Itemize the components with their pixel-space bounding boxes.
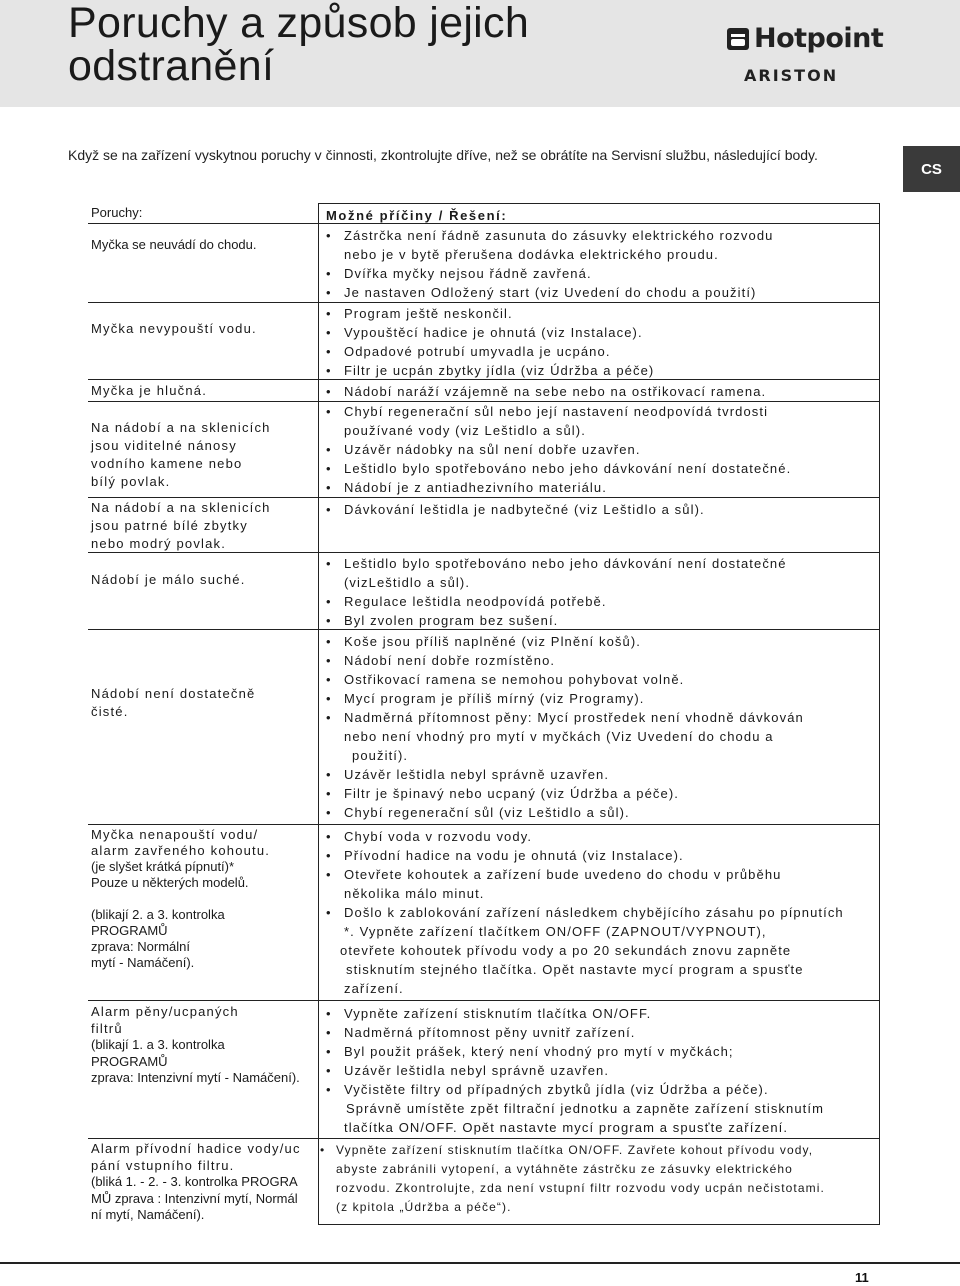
list-item: • Vypněte zařízení stisknutím tlačítka ON/OFF. Zavřete kohout přívodu vody, bbox=[318, 1141, 878, 1160]
problem-text: vodního kamene nebo bbox=[91, 456, 243, 471]
solution-list bbox=[324, 402, 876, 497]
problem-text: PROGRAMŮ bbox=[91, 1053, 168, 1069]
list-item: • Nádobí naráží vzájemně na sebe nebo na ostřikovací ramena. bbox=[324, 382, 876, 401]
problem-text: pání vstupního filtru. bbox=[91, 1157, 235, 1173]
problem-cell bbox=[91, 1141, 301, 1224]
list-item: • Nádobí není dobře rozmístěno. bbox=[324, 651, 876, 670]
problem-text: bílý povlak. bbox=[91, 474, 171, 489]
solution-list bbox=[324, 554, 876, 630]
problem-text: nebo modrý povlak. bbox=[91, 536, 227, 551]
solution-list bbox=[324, 226, 876, 302]
problem-cell bbox=[91, 236, 257, 253]
list-item: nebo není vhodný pro mytí v myčkách (Viz Uvedení do chodu a bbox=[344, 729, 774, 744]
list-item: (vizLeštidlo a sůl). bbox=[344, 575, 471, 590]
logo-subbrand: ARISTON bbox=[744, 66, 839, 85]
list-item: • Chybí voda v rozvodu vody. bbox=[324, 827, 876, 846]
list-item: • Vypněte zařízení stisknutím tlačítka ON/OFF. bbox=[324, 1004, 876, 1023]
list-item: • Mycí program je příliš mírný (viz Programy). bbox=[324, 689, 876, 708]
problem-text: (blikají 1. a 3. kontrolka bbox=[91, 1037, 225, 1052]
problem-cell bbox=[91, 382, 207, 399]
list-item: stisknutím stejného tlačítka. Opět nastavte mycí program a spusťte bbox=[346, 962, 804, 977]
solution-list bbox=[324, 304, 876, 380]
footer-rule bbox=[0, 1262, 960, 1264]
problem-text: Alarm pěny/ucpaných bbox=[91, 1004, 239, 1019]
list-item: (z kpitola „Údržba a péče“). bbox=[336, 1200, 512, 1214]
problem-text: Myčka se neuvádí do chodu. bbox=[91, 237, 257, 252]
list-item: • Uzávěr nádobky na sůl není dobře uzavřen. bbox=[324, 440, 876, 459]
solution-list bbox=[324, 382, 876, 401]
problem-cell bbox=[91, 685, 255, 721]
list-item: • Otevřete kohoutek a zařízení bude uvedeno do chodu v průběhu bbox=[324, 865, 876, 884]
problem-text: (je slyšet krátká pípnutí)* bbox=[91, 859, 235, 874]
problem-text: Na nádobí a na sklenicích bbox=[91, 420, 271, 435]
problem-text: jsou viditelné nánosy bbox=[91, 438, 237, 453]
solution-list bbox=[324, 1004, 876, 1137]
list-item: • Zástrčka není řádně zasunuta do zásuvky elektrického rozvodu bbox=[324, 226, 876, 245]
list-item: zařízení. bbox=[344, 981, 404, 996]
column-header-solutions: Možné příčiny / Řešení: bbox=[326, 208, 508, 223]
list-item: • Je nastaven Odložený start (viz Uvedení do chodu a použití) bbox=[324, 283, 876, 302]
list-item: rozvodu. Zkontrolujte, zda není vstupní filtr rozvodu vody ucpán nečistotami. bbox=[336, 1181, 825, 1195]
problem-text: (bliká 1. - 2. - 3. kontrolka PROGRA bbox=[91, 1174, 298, 1189]
problem-text: mytí - Namáčení). bbox=[91, 955, 195, 970]
list-item: • Vypouštěcí hadice je ohnutá (viz Instalace). bbox=[324, 323, 876, 342]
list-item: • Filtr je špinavý nebo ucpaný (viz Údržba a péče). bbox=[324, 784, 876, 803]
problem-cell bbox=[91, 1004, 300, 1087]
problem-text: PROGRAMŮ bbox=[91, 923, 168, 938]
problem-text: Myčka je hlučná. bbox=[91, 383, 208, 398]
list-item: • Byl použit prášek, který není vhodný pro mytí v myčkách; bbox=[324, 1042, 876, 1061]
list-item: • Nadměrná přítomnost pěny: Mycí prostředek není vhodně dávkován bbox=[324, 708, 876, 727]
problem-cell bbox=[91, 827, 270, 971]
list-item: • Nadměrná přítomnost pěny uvnitř zařízení. bbox=[324, 1023, 876, 1042]
solution-list bbox=[324, 827, 876, 998]
list-item: otevřete kohoutek přívodu vody a po 20 sekundách znovu zapněte bbox=[340, 943, 792, 958]
list-item: • Byl zvolen program bez sušení. bbox=[324, 611, 876, 630]
column-header-problems: Poruchy: bbox=[91, 205, 143, 220]
problem-cell bbox=[91, 320, 257, 337]
problem-text: zprava: Intenzivní mytí - Namáčení). bbox=[91, 1070, 300, 1085]
intro-text: Když se na zařízení vyskytnou poruchy v činnosti, zkontrolujte dříve, než se obrátíte na Servisní službu, následující body. bbox=[68, 147, 818, 163]
problem-text: Myčka nenapouští vodu/ bbox=[91, 827, 259, 842]
list-item: • Uzávěr leštidla nebyl správně uzavřen. bbox=[324, 1061, 876, 1080]
list-item: používané vody (viz Leštidlo a sůl). bbox=[344, 423, 586, 438]
problem-text: Nádobí je málo suché. bbox=[91, 572, 246, 587]
list-item: • Přívodní hadice na vodu je ohnutá (viz Instalace). bbox=[324, 846, 876, 865]
list-item: • Vyčistěte filtry od případných zbytků jídla (viz Údržba a péče). bbox=[324, 1080, 876, 1099]
problem-text: Myčka nevypouští vodu. bbox=[91, 321, 257, 336]
problem-text: filtrů bbox=[91, 1020, 123, 1036]
list-item: *. Vypněte zařízení tlačítkem ON/OFF (ZAPNOUT/VYPNOUT), bbox=[344, 924, 767, 939]
problem-text: Pouze u některých modelů. bbox=[91, 875, 249, 890]
problem-cell bbox=[91, 571, 246, 588]
solution-list bbox=[324, 632, 876, 822]
problem-text: Na nádobí a na sklenicích bbox=[91, 500, 271, 515]
list-item: • Chybí regenerační sůl (viz Leštidlo a sůl). bbox=[324, 803, 876, 822]
problem-text: MŮ zprava : Intenzivní mytí, Normál bbox=[91, 1190, 298, 1206]
list-item: • Dávkování leštidla je nadbytečné (viz Leštidlo a sůl). bbox=[324, 500, 876, 519]
page-number: 11 bbox=[855, 1270, 869, 1285]
problem-text bbox=[91, 891, 270, 907]
list-item: • Došlo k zablokování zařízení následkem chybějícího zásahu po pípnutích bbox=[324, 903, 876, 922]
list-item: • Filtr je ucpán zbytky jídla (viz Údržba a péče) bbox=[324, 361, 876, 380]
list-item: Správně umístěte zpět filtrační jednotku a zapněte zařízení stisknutím bbox=[346, 1101, 825, 1116]
list-item: • Nádobí je z antiadhezivního materiálu. bbox=[324, 478, 876, 497]
list-item: • Leštidlo bylo spotřebováno nebo jeho dávkování není dostatečné bbox=[324, 554, 876, 573]
problem-text: čisté. bbox=[91, 704, 129, 719]
problem-text: ní mytí, Namáčení). bbox=[91, 1207, 205, 1222]
list-item: • Dvířka myčky nejsou řádně zavřená. bbox=[324, 264, 876, 283]
list-item: tlačítka ON/OFF. Opět nastavte mycí program a spusťte zařízení. bbox=[344, 1120, 789, 1135]
solution-list bbox=[318, 1141, 878, 1217]
list-item: • Ostřikovací ramena se nemohou pohybovat volně. bbox=[324, 670, 876, 689]
list-item: nebo je v bytě přerušena dodávka elektrického proudu. bbox=[344, 247, 719, 262]
problem-text: Alarm přívodní hadice vody/uc bbox=[91, 1141, 301, 1156]
list-item: • Leštidlo bylo spotřebováno nebo jeho dávkování není dostatečné. bbox=[324, 459, 876, 478]
problem-text: Nádobí není dostatečně bbox=[91, 686, 256, 701]
page-title-line-1: Poruchy a způsob jejich bbox=[68, 0, 530, 47]
list-item: použití). bbox=[352, 748, 409, 763]
problem-text: (blikají 2. a 3. kontrolka bbox=[91, 907, 225, 922]
problem-text: alarm zavřeného kohoutu. bbox=[91, 843, 271, 858]
list-item: abyste zabránili vytopení, a vytáhněte zástrčku ze zásuvky elektrického bbox=[336, 1162, 793, 1176]
solution-list bbox=[324, 500, 876, 519]
language-badge: CS bbox=[903, 146, 960, 192]
list-item: několika málo minut. bbox=[344, 886, 485, 901]
problem-cell bbox=[91, 499, 271, 553]
list-item: • Program ještě neskončil. bbox=[324, 304, 876, 323]
list-item: • Koše jsou příliš naplněné (viz Plnění košů). bbox=[324, 632, 876, 651]
problem-text: jsou patrné bílé zbytky bbox=[91, 518, 248, 533]
problem-text: zprava: Normální bbox=[91, 939, 190, 954]
list-item: • Regulace leštidla neodpovídá potřebě. bbox=[324, 592, 876, 611]
list-item: • Odpadové potrubí umyvadla je ucpáno. bbox=[324, 342, 876, 361]
problem-cell bbox=[91, 419, 271, 491]
list-item: • Chybí regenerační sůl nebo její nastavení neodpovídá tvrdosti bbox=[324, 402, 876, 421]
logo-brand: Hotpoint bbox=[754, 23, 884, 54]
page-title-line-2: odstranění bbox=[68, 42, 275, 90]
list-item: • Uzávěr leštidla nebyl správně uzavřen. bbox=[324, 765, 876, 784]
